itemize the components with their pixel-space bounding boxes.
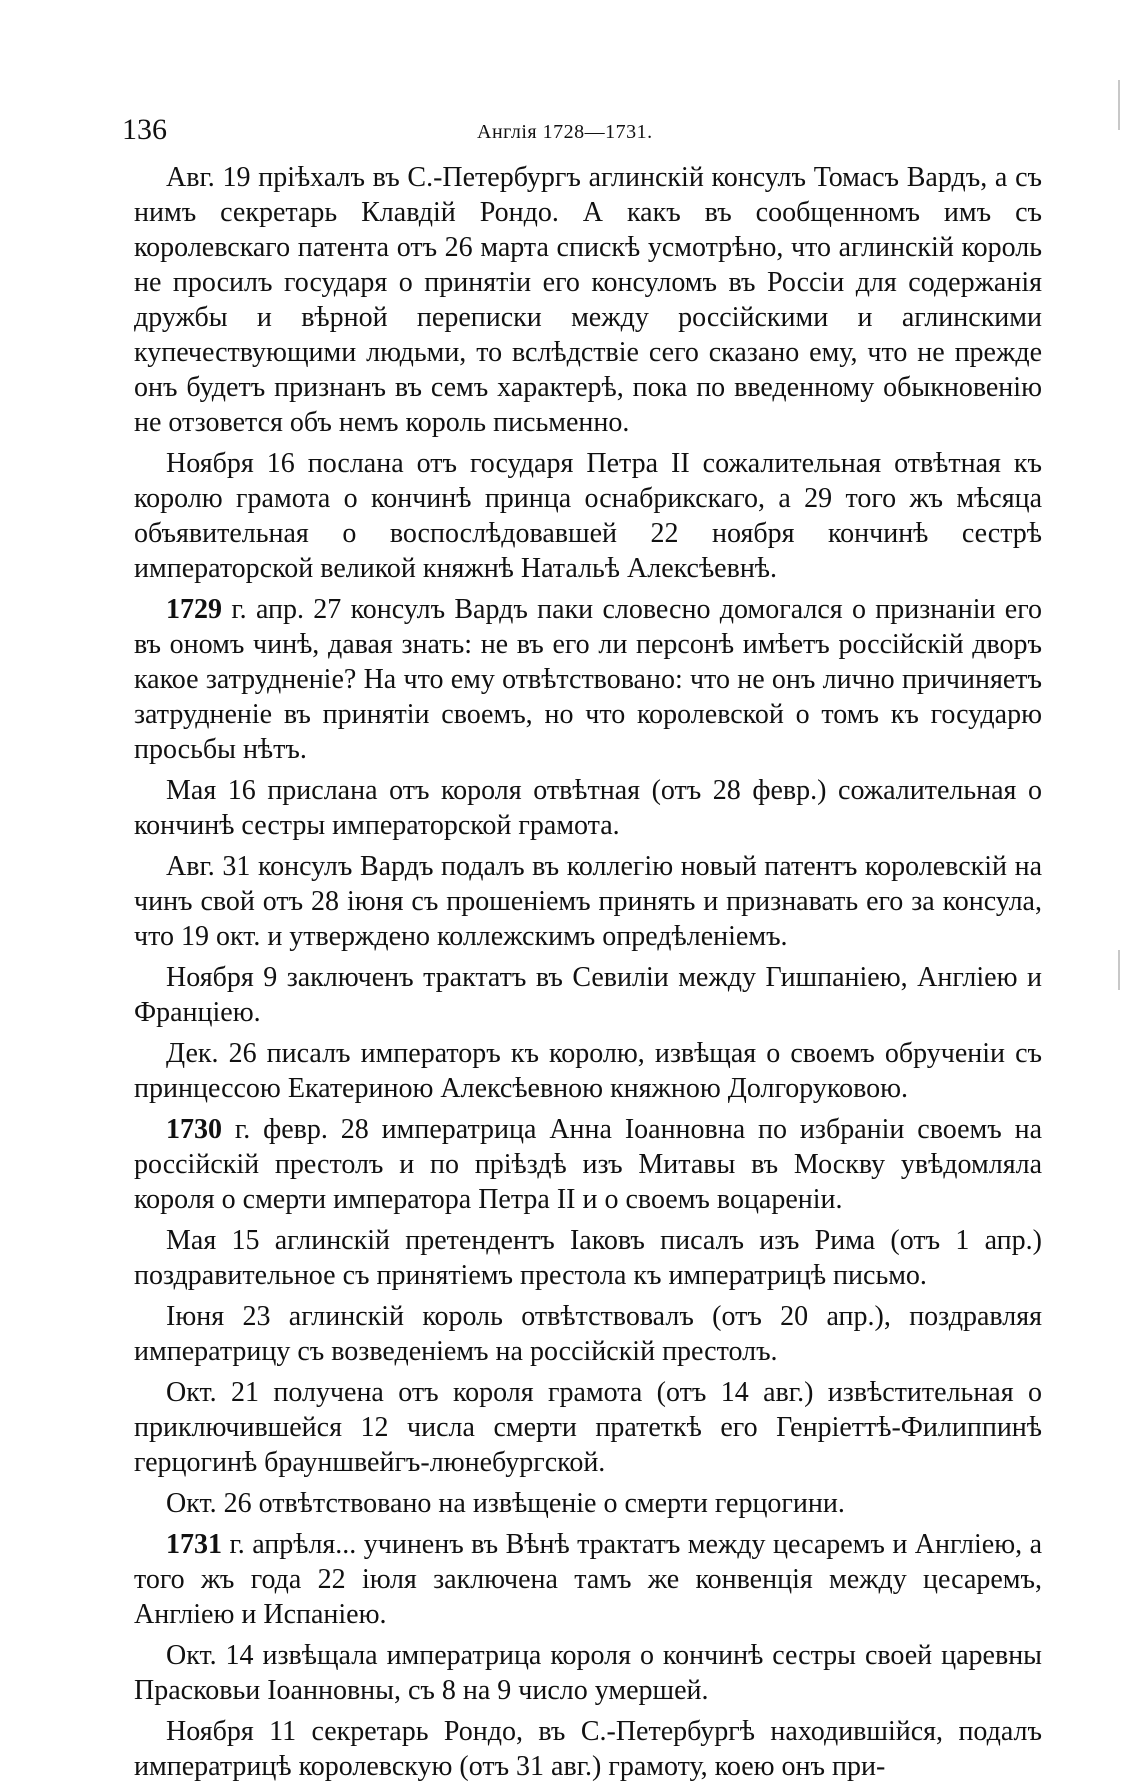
paragraph — [134, 1223, 1042, 1293]
paragraph-text: Ноября 11 секретарь Рондо, въ С.-Петербургѣ находившійся, подалъ императрицѣ королевскую (отъ 31 авг.) грамоту, коею онъ при- — [134, 1716, 1042, 1782]
paragraph-text: Окт. 14 извѣщала императрица короля о кончинѣ сестры своей царевны Прасковьи Іоанновны, съ 8 на 9 число умершей. — [134, 1640, 1042, 1706]
paragraph — [134, 446, 1042, 586]
paragraph — [134, 1638, 1042, 1708]
paragraph — [134, 592, 1042, 767]
paragraph-text: Авг. 19 пріѣхалъ въ С.-Петербургъ аглинскій консулъ Томасъ Вардъ, а съ нимъ секретарь Клавдій Рондо. А какъ въ сообщенномъ имъ съ королевскаго патента отъ 26 марта спискѣ усмотрѣно, что аглинскій король не просилъ государя о принятіи его консуломъ въ Россіи для содержанія дружбы и вѣрной переписки между россійскими и аглинскими купечествующими людьми, то вслѣдствіе сего сказано ему, что не прежде онъ будетъ признанъ въ семъ характерѣ, пока по введенному обыкновенію не отзовется объ немъ король письменно. — [134, 162, 1042, 438]
paragraph-text: Авг. 31 консулъ Вардъ подалъ въ коллегію новый патентъ королевскій на чинъ свой отъ 28 іюня съ прошеніемъ принять и признавать его за консула, что 19 окт. и утверждено коллежскимъ опредѣленіемъ. — [134, 851, 1042, 952]
paragraph — [134, 773, 1042, 843]
paragraph — [134, 1375, 1042, 1480]
body-text — [134, 160, 1042, 1790]
paragraph-text: Мая 15 аглинскій претендентъ Іаковъ писалъ изъ Рима (отъ 1 апр.) поздравительное съ принятіемъ престола къ императрицѣ письмо. — [134, 1225, 1042, 1291]
paragraph — [134, 1036, 1042, 1106]
year-lead: 1731 — [166, 1529, 222, 1560]
paragraph — [134, 960, 1042, 1030]
scan-margin-line — [1118, 950, 1120, 990]
year-lead: 1729 — [166, 594, 222, 625]
year-lead: 1730 — [166, 1114, 222, 1145]
paragraph-text: Мая 16 прислана отъ короля отвѣтная (отъ 28 февр.) сожалительная о кончинѣ сестры императорской грамота. — [134, 775, 1042, 841]
scan-margin-line — [1118, 80, 1120, 130]
paragraph-text: Іюня 23 аглинскій король отвѣтствовалъ (отъ 20 апр.), поздравляя императрицу съ возведеніемъ на россійскій престолъ. — [134, 1301, 1042, 1367]
paragraph — [134, 849, 1042, 954]
paragraph — [134, 1486, 1042, 1521]
paragraph — [134, 1112, 1042, 1217]
paragraph-text: Окт. 21 получена отъ короля грамота (отъ 14 авг.) извѣстительная о приключившейся 12 числа смерти пратеткѣ его Генріеттѣ-Филиппинѣ герцогинѣ брауншвейгъ-люнебургской. — [134, 1377, 1042, 1478]
paragraph-text: Ноября 16 послана отъ государя Петра II сожалительная отвѣтная къ королю грамота о кончинѣ принца оснабрикскаго, а 29 того жъ мѣсяца объявительная о воспослѣдовавшей 22 ноября кончинѣ сестрѣ императорской великой княжнѣ Натальѣ Алексѣевнѣ. — [134, 448, 1042, 584]
paragraph-text: Ноября 9 заключенъ трактатъ въ Севиліи между Гишпаніею, Англіею и Франціею. — [134, 962, 1042, 1028]
paragraph-text: Окт. 26 отвѣтствовано на извѣщеніе о смерти герцогини. — [166, 1488, 845, 1519]
page-number: 136 — [122, 113, 167, 146]
paragraph — [134, 160, 1042, 440]
running-title: Англія 1728—1731. — [477, 121, 653, 143]
paragraph-text: г. апр. 27 консулъ Вардъ паки словесно домогался о признаніи его въ ономъ чинѣ, давая знать: не въ его ли персонѣ имѣетъ россійскій дворъ какое затрудненіе? На что ему отвѣтствовано: что не онъ лично причиняетъ затрудненіе въ принятіи своемъ, но что королевской о томъ къ государю просьбы нѣтъ. — [134, 594, 1042, 765]
paragraph-text: г. апрѣля... учиненъ въ Вѣнѣ трактатъ между цесаремъ и Англіею, а того жъ года 22 іюля заключена тамъ же конвенція между цесаремъ, Англіею и Испаніею. — [134, 1529, 1042, 1630]
paragraph-text: г. февр. 28 императрица Анна Іоанновна по избраніи своемъ на россійскій престолъ и по пріѣздѣ изъ Митавы въ Москву увѣдомляла короля о смерти императора Петра II и о своемъ воцареніи. — [134, 1114, 1042, 1215]
paragraph — [134, 1714, 1042, 1784]
page-header — [122, 110, 1042, 150]
paragraph — [134, 1527, 1042, 1632]
paragraph — [134, 1299, 1042, 1369]
paragraph-text: Дек. 26 писалъ императоръ къ королю, извѣщая о своемъ обрученіи съ принцессою Екатериною Алексѣевною княжною Долгоруковою. — [134, 1038, 1042, 1104]
